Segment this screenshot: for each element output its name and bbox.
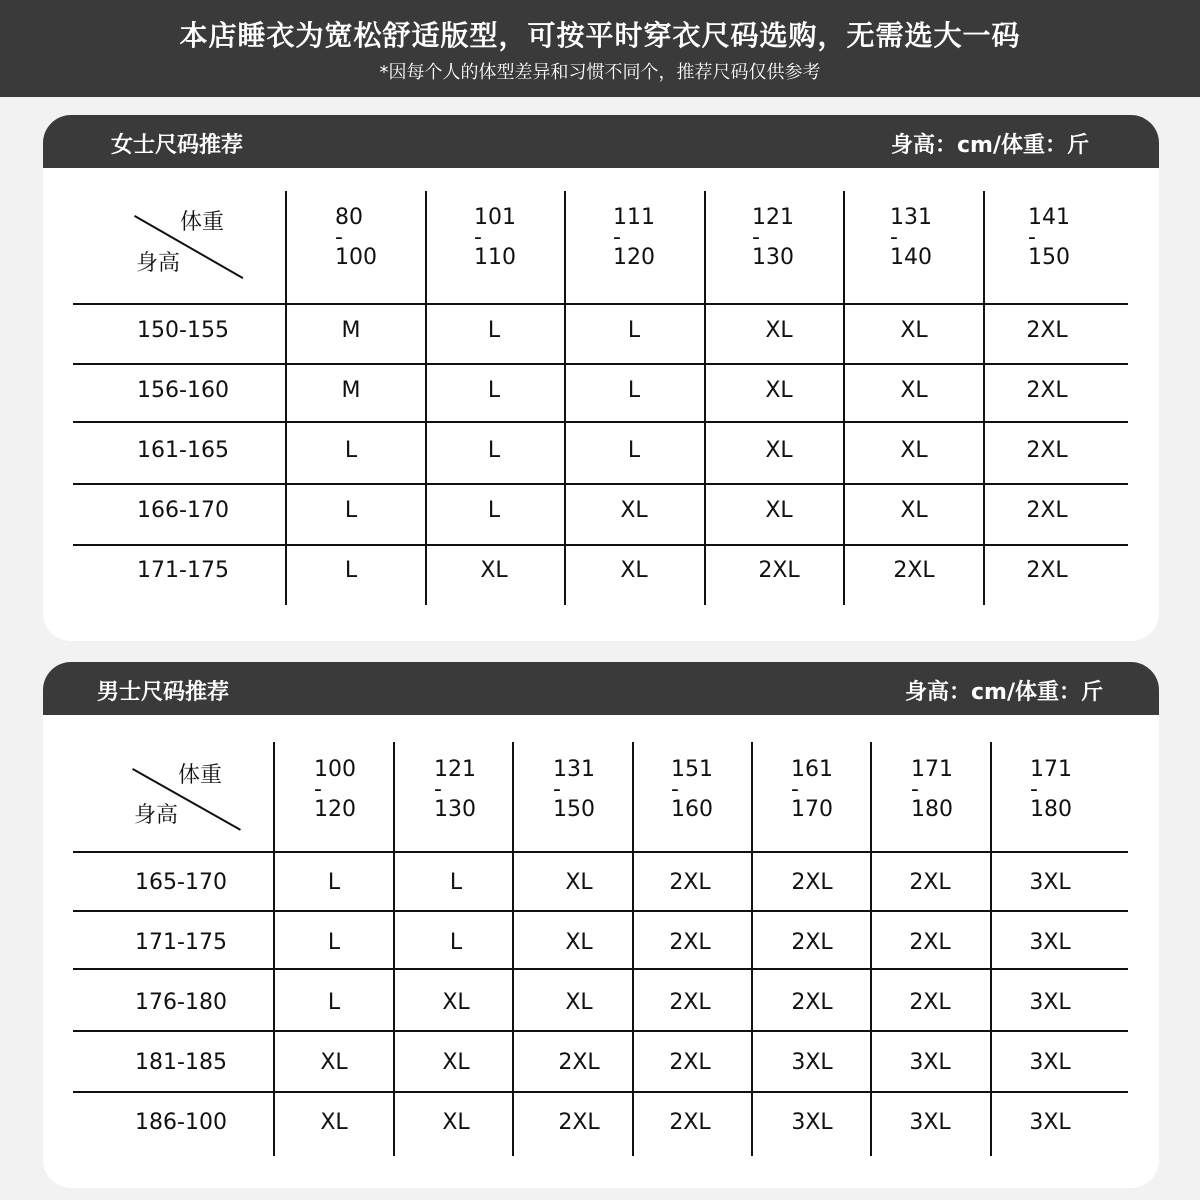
- size-cell: M: [341, 378, 361, 403]
- size-cell: XL: [442, 990, 470, 1015]
- weight-from: 100: [314, 757, 356, 782]
- weight-range-header: [752, 205, 794, 270]
- women-card-title: 女士尺码推荐: [111, 133, 244, 158]
- column-separator: [564, 191, 566, 605]
- weight-from: 121: [752, 205, 794, 230]
- column-separator: [632, 742, 634, 1156]
- size-cell: 2XL: [791, 990, 833, 1015]
- column-separator: [704, 191, 706, 605]
- weight-range-header: [474, 205, 516, 270]
- weight-to: 110: [474, 245, 516, 270]
- weight-range-header: [671, 757, 713, 822]
- size-cell: 3XL: [1029, 930, 1071, 955]
- weight-from: 131: [890, 205, 932, 230]
- weight-to: 140: [890, 245, 932, 270]
- column-separator: [870, 742, 872, 1156]
- size-cell: XL: [565, 870, 593, 895]
- weight-range-header: [1028, 205, 1070, 270]
- size-cell: 2XL: [1026, 378, 1068, 403]
- weight-range-header: [1030, 757, 1072, 822]
- size-cell: 2XL: [669, 1050, 711, 1075]
- size-cell: 2XL: [758, 558, 800, 583]
- size-cell: XL: [765, 378, 793, 403]
- column-separator: [273, 742, 275, 1156]
- weight-from: 111: [613, 205, 655, 230]
- weight-from: 171: [1030, 757, 1072, 782]
- size-cell: L: [327, 870, 341, 895]
- size-cell: 2XL: [893, 558, 935, 583]
- size-cell: 2XL: [909, 930, 951, 955]
- size-cell: XL: [620, 498, 648, 523]
- size-cell: XL: [765, 498, 793, 523]
- column-separator: [751, 742, 753, 1156]
- size-cell: L: [487, 378, 501, 403]
- weight-from: 141: [1028, 205, 1070, 230]
- weight-dash: -: [613, 225, 621, 250]
- weight-range-header: [613, 205, 655, 270]
- size-cell: 2XL: [669, 1110, 711, 1135]
- height-range-cell: 156-160: [137, 378, 229, 403]
- column-separator: [512, 742, 514, 1156]
- weight-from: 80: [335, 205, 363, 230]
- size-cell: L: [449, 930, 463, 955]
- row-separator: [73, 363, 1128, 365]
- size-cell: 2XL: [909, 870, 951, 895]
- height-range-cell: 186-100: [135, 1110, 227, 1135]
- size-cell: L: [487, 498, 501, 523]
- size-cell: XL: [442, 1050, 470, 1075]
- weight-from: 171: [911, 757, 953, 782]
- weight-dash: -: [1028, 225, 1036, 250]
- weight-dash: -: [752, 225, 760, 250]
- size-cell: 3XL: [791, 1050, 833, 1075]
- corner-height-label: 身高: [134, 803, 179, 828]
- weight-dash: -: [1030, 777, 1038, 802]
- weight-to: 120: [613, 245, 655, 270]
- size-cell: L: [327, 990, 341, 1015]
- size-cell: XL: [900, 438, 928, 463]
- size-cell: L: [487, 318, 501, 343]
- size-cell: XL: [900, 378, 928, 403]
- women-card-header: [43, 115, 1159, 168]
- weight-to: 150: [553, 797, 595, 822]
- weight-dash: -: [911, 777, 919, 802]
- corner-weight-label: 体重: [180, 210, 225, 235]
- size-cell: XL: [442, 1110, 470, 1135]
- row-separator: [73, 851, 1128, 853]
- weight-to: 130: [434, 797, 476, 822]
- size-cell: 2XL: [791, 930, 833, 955]
- size-cell: 3XL: [1029, 990, 1071, 1015]
- column-separator: [990, 742, 992, 1156]
- size-cell: 3XL: [1029, 870, 1071, 895]
- size-cell: 3XL: [1029, 1110, 1071, 1135]
- corner-weight-label: 体重: [178, 763, 223, 788]
- top-banner: [0, 0, 1200, 97]
- size-cell: 2XL: [1026, 438, 1068, 463]
- corner-height-label: 身高: [136, 251, 181, 276]
- size-cell: M: [341, 318, 361, 343]
- women-size-card: [43, 115, 1159, 641]
- weight-to: 130: [752, 245, 794, 270]
- men-card-header: [43, 662, 1159, 715]
- row-separator: [73, 544, 1128, 546]
- column-separator: [983, 191, 985, 605]
- size-cell: L: [327, 930, 341, 955]
- size-cell: XL: [320, 1110, 348, 1135]
- size-cell: 2XL: [909, 990, 951, 1015]
- weight-range-header: [553, 757, 595, 822]
- row-separator: [73, 421, 1128, 423]
- size-cell: 3XL: [909, 1110, 951, 1135]
- size-cell: 2XL: [558, 1110, 600, 1135]
- height-range-cell: 166-170: [137, 498, 229, 523]
- size-cell: L: [627, 438, 641, 463]
- weight-dash: -: [890, 225, 898, 250]
- height-range-cell: 161-165: [137, 438, 229, 463]
- weight-range-header: [890, 205, 932, 270]
- height-range-cell: 171-175: [137, 558, 229, 583]
- size-cell: L: [344, 438, 358, 463]
- height-range-cell: 176-180: [135, 990, 227, 1015]
- height-range-cell: 150-155: [137, 318, 229, 343]
- weight-dash: -: [314, 777, 322, 802]
- column-separator: [843, 191, 845, 605]
- row-separator: [73, 968, 1128, 970]
- weight-range-header: [314, 757, 356, 822]
- size-cell: 3XL: [1029, 1050, 1071, 1075]
- weight-dash: -: [434, 777, 442, 802]
- weight-dash: -: [335, 225, 343, 250]
- women-card-units: 身高：cm/体重：斤: [890, 133, 1089, 158]
- size-cell: XL: [480, 558, 508, 583]
- size-cell: 2XL: [791, 870, 833, 895]
- weight-to: 180: [1030, 797, 1072, 822]
- banner-subtitle: *因每个人的体型差异和习惯不同个，推荐尺码仅供参考: [379, 62, 821, 83]
- weight-dash: -: [671, 777, 679, 802]
- size-cell: L: [627, 318, 641, 343]
- size-cell: XL: [900, 498, 928, 523]
- size-cell: 2XL: [558, 1050, 600, 1075]
- size-cell: XL: [565, 990, 593, 1015]
- weight-dash: -: [553, 777, 561, 802]
- size-cell: 3XL: [909, 1050, 951, 1075]
- size-cell: 2XL: [669, 930, 711, 955]
- size-cell: 3XL: [791, 1110, 833, 1135]
- size-cell: L: [627, 378, 641, 403]
- weight-range-header: [791, 757, 833, 822]
- row-separator: [73, 483, 1128, 485]
- row-separator: [73, 1030, 1128, 1032]
- height-range-cell: 181-185: [135, 1050, 227, 1075]
- height-range-cell: 171-175: [135, 930, 227, 955]
- size-cell: XL: [765, 438, 793, 463]
- row-separator: [73, 1091, 1128, 1093]
- column-separator: [425, 191, 427, 605]
- weight-range-header: [434, 757, 476, 822]
- size-cell: XL: [765, 318, 793, 343]
- men-card-title: 男士尺码推荐: [97, 680, 230, 705]
- men-size-card: [43, 662, 1159, 1188]
- size-cell: XL: [320, 1050, 348, 1075]
- column-separator: [393, 742, 395, 1156]
- size-cell: 2XL: [1026, 318, 1068, 343]
- weight-from: 121: [434, 757, 476, 782]
- size-cell: L: [449, 870, 463, 895]
- weight-from: 151: [671, 757, 713, 782]
- row-separator: [73, 303, 1128, 305]
- size-cell: XL: [900, 318, 928, 343]
- weight-range-header: [911, 757, 953, 822]
- weight-range-header: [335, 205, 377, 270]
- weight-to: 160: [671, 797, 713, 822]
- banner-title: 本店睡衣为宽松舒适版型，可按平时穿衣尺码选购，无需选大一码: [179, 19, 1021, 52]
- size-cell: 2XL: [669, 990, 711, 1015]
- height-range-cell: 165-170: [135, 870, 227, 895]
- weight-dash: -: [474, 225, 482, 250]
- size-cell: XL: [620, 558, 648, 583]
- weight-to: 170: [791, 797, 833, 822]
- size-cell: 2XL: [1026, 558, 1068, 583]
- weight-to: 120: [314, 797, 356, 822]
- size-cell: L: [487, 438, 501, 463]
- size-cell: L: [344, 498, 358, 523]
- weight-to: 100: [335, 245, 377, 270]
- weight-from: 101: [474, 205, 516, 230]
- weight-to: 150: [1028, 245, 1070, 270]
- size-cell: L: [344, 558, 358, 583]
- column-separator: [285, 191, 287, 605]
- weight-from: 161: [791, 757, 833, 782]
- size-cell: XL: [565, 930, 593, 955]
- weight-from: 131: [553, 757, 595, 782]
- row-separator: [73, 910, 1128, 912]
- weight-to: 180: [911, 797, 953, 822]
- size-cell: 2XL: [669, 870, 711, 895]
- size-cell: 2XL: [1026, 498, 1068, 523]
- weight-dash: -: [791, 777, 799, 802]
- men-card-units: 身高：cm/体重：斤: [904, 680, 1103, 705]
